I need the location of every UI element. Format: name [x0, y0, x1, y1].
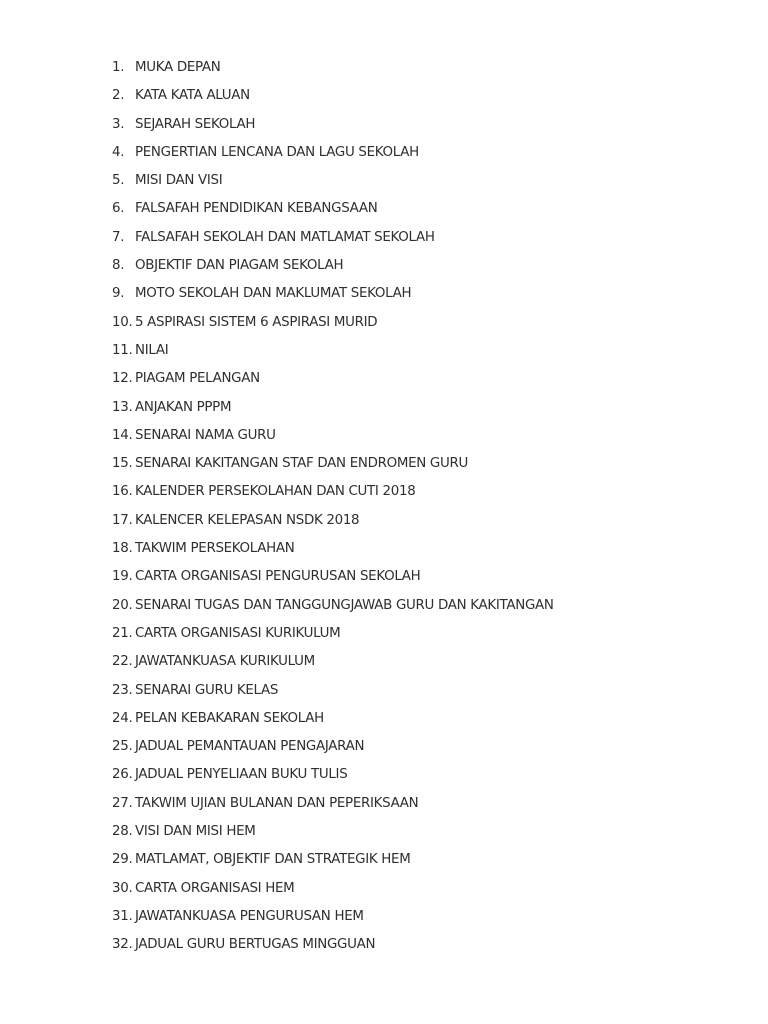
list-item-number: 24.: [112, 710, 133, 726]
list-item-number: 6.: [112, 201, 125, 217]
list-item-number: 3.: [112, 116, 125, 132]
list-item-text: PENGERTIAN LENCANA DAN LAGU SEKOLAH: [135, 144, 419, 160]
list-item: [112, 143, 554, 171]
list-item-text: FALSAFAH SEKOLAH DAN MATLAMAT SEKOLAH: [135, 229, 435, 245]
list-item-text: TAKWIM PERSEKOLAHAN: [135, 541, 295, 557]
list-item: [112, 709, 554, 737]
list-item-number: 28.: [112, 824, 133, 840]
list-item-text: JADUAL PEMANTAUAN PENGAJARAN: [135, 739, 365, 755]
list-item: [112, 511, 554, 539]
list-item-text: FALSAFAH PENDIDIKAN KEBANGSAAN: [135, 201, 378, 217]
list-item-text: JAWATANKUASA PENGURUSAN HEM: [135, 908, 364, 924]
list-item: [112, 284, 554, 312]
list-item-number: 17.: [112, 512, 133, 528]
list-item: [112, 482, 554, 510]
list-item-text: OBJEKTIF DAN PIAGAM SEKOLAH: [135, 258, 344, 274]
list-item: [112, 341, 554, 369]
list-item: [112, 624, 554, 652]
list-item-text: PELAN KEBAKARAN SEKOLAH: [135, 710, 324, 726]
list-item-text: JAWATANKUASA KURIKULUM: [135, 654, 315, 670]
list-item-number: 11.: [112, 342, 133, 358]
list-item-text: CARTA ORGANISASI PENGURUSAN SEKOLAH: [135, 569, 421, 585]
list-item: [112, 879, 554, 907]
list-item-number: 7.: [112, 229, 125, 245]
list-item: [112, 850, 554, 878]
list-item: [112, 681, 554, 709]
list-item-text: MISI DAN VISI: [135, 173, 223, 189]
list-item-number: 25.: [112, 739, 133, 755]
list-item-number: 30.: [112, 880, 133, 896]
list-item-number: 5.: [112, 173, 125, 189]
list-item-number: 22.: [112, 654, 133, 670]
list-item-number: 2.: [112, 88, 125, 104]
list-item: [112, 115, 554, 143]
list-item: [112, 228, 554, 256]
list-item-number: 13.: [112, 399, 133, 415]
list-item: [112, 313, 554, 341]
list-item-text: MUKA DEPAN: [135, 60, 221, 75]
list-item-text: JADUAL GURU BERTUGAS MINGGUAN: [135, 937, 376, 953]
list-item: [112, 596, 554, 624]
list-item: [112, 539, 554, 567]
list-item-text: CARTA ORGANISASI HEM: [135, 880, 295, 896]
list-item: [112, 199, 554, 227]
list-item-text: VISI DAN MISI HEM: [135, 824, 256, 840]
list-item-number: 18.: [112, 541, 133, 557]
list-item: [112, 171, 554, 199]
list-item: [112, 737, 554, 765]
list-item-number: 16.: [112, 484, 133, 500]
list-item: [112, 794, 554, 822]
list-item-number: 21.: [112, 625, 133, 641]
list-item: [112, 907, 554, 935]
list-item-number: 20.: [112, 597, 133, 613]
list-item-text: NILAI: [135, 342, 169, 358]
list-item-text: SENARAI NAMA GURU: [135, 427, 276, 443]
list-item-number: 10.: [112, 314, 133, 330]
list-item-number: 8.: [112, 258, 125, 274]
list-item: [112, 454, 554, 482]
list-item-number: 31.: [112, 908, 133, 924]
list-item-text: KATA KATA ALUAN: [135, 88, 250, 104]
list-item-text: KALENDER PERSEKOLAHAN DAN CUTI 2018: [135, 484, 416, 500]
list-item-text: PIAGAM PELANGAN: [135, 371, 260, 387]
list-item-number: 27.: [112, 795, 133, 811]
list-item-number: 12.: [112, 371, 133, 387]
list-item-number: 14.: [112, 427, 133, 443]
list-item-text: SENARAI GURU KELAS: [135, 682, 279, 698]
list-item-text: MATLAMAT, OBJEKTIF DAN STRATEGIK HEM: [135, 852, 411, 868]
list-item: [112, 822, 554, 850]
list-item-number: 19.: [112, 569, 133, 585]
list-item-number: 29.: [112, 852, 133, 868]
list-item: [112, 58, 554, 86]
list-item-text: 5 ASPIRASI SISTEM 6 ASPIRASI MURID: [135, 314, 378, 330]
list-item-number: 9.: [112, 286, 125, 302]
list-item: [112, 935, 554, 963]
list-item: [112, 369, 554, 397]
table-of-contents-list: [112, 58, 554, 964]
list-item: [112, 765, 554, 793]
list-item: [112, 652, 554, 680]
list-item-text: CARTA ORGANISASI KURIKULUM: [135, 625, 341, 641]
list-item-number: 1.: [112, 60, 125, 75]
list-item-number: 26.: [112, 767, 133, 783]
list-item: [112, 256, 554, 284]
list-item-number: 4.: [112, 144, 125, 160]
list-item-text: MOTO SEKOLAH DAN MAKLUMAT SEKOLAH: [135, 286, 412, 302]
list-item: [112, 86, 554, 114]
list-item-text: JADUAL PENYELIAAN BUKU TULIS: [135, 767, 348, 783]
list-item: [112, 398, 554, 426]
list-item-text: TAKWIM UJIAN BULANAN DAN PEPERIKSAAN: [135, 795, 419, 811]
list-item-text: SEJARAH SEKOLAH: [135, 116, 256, 132]
list-item: [112, 567, 554, 595]
list-item: [112, 426, 554, 454]
list-item-number: 32.: [112, 937, 133, 953]
list-item-text: SENARAI KAKITANGAN STAF DAN ENDROMEN GURU: [135, 456, 468, 472]
list-item-text: KALENCER KELEPASAN NSDK 2018: [135, 512, 360, 528]
list-item-text: SENARAI TUGAS DAN TANGGUNGJAWAB GURU DAN KAKITANGAN: [135, 597, 554, 613]
list-item-number: 15.: [112, 456, 133, 472]
list-item-text: ANJAKAN PPPM: [135, 399, 232, 415]
list-item-number: 23.: [112, 682, 133, 698]
